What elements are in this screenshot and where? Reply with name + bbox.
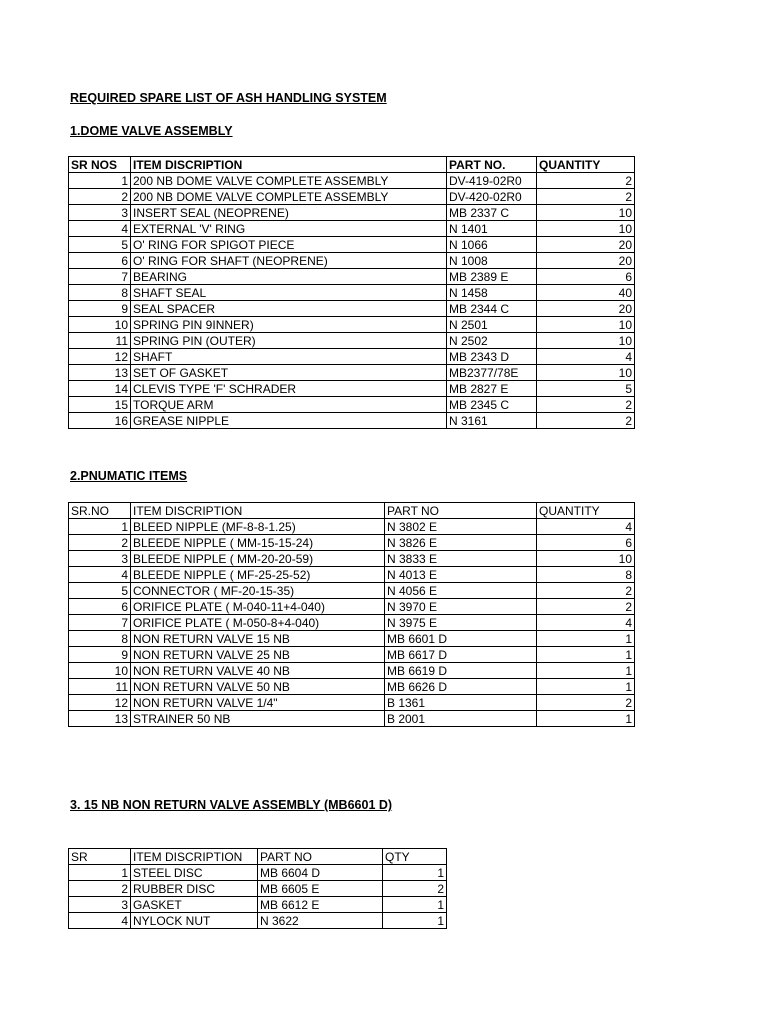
table-row: [69, 237, 635, 253]
part-no-cell: N 1066: [447, 237, 537, 253]
table-row: [69, 711, 635, 727]
sr-cell: 4: [69, 913, 131, 929]
column-header: PART NO: [258, 849, 383, 865]
sr-cell: 8: [69, 631, 131, 647]
quantity-cell: 1: [383, 913, 447, 929]
sr-cell: 3: [69, 551, 131, 567]
table-row: [69, 881, 447, 897]
column-header: QUANTITY: [537, 157, 635, 173]
item-description-cell: CLEVIS TYPE 'F' SCHRADER: [131, 381, 447, 397]
quantity-cell: 1: [537, 679, 635, 695]
item-description-cell: SHAFT: [131, 349, 447, 365]
section1-heading: 1.DOME VALVE ASSEMBLY: [70, 124, 233, 138]
column-header: SR: [69, 849, 131, 865]
quantity-cell: 2: [383, 881, 447, 897]
header-row: [69, 849, 447, 865]
quantity-cell: 2: [537, 173, 635, 189]
sr-cell: 12: [69, 349, 131, 365]
item-description-cell: SPRING PIN 9INNER): [131, 317, 447, 333]
part-no-cell: N 1008: [447, 253, 537, 269]
part-no-cell: N 3802 E: [385, 519, 537, 535]
quantity-cell: 4: [537, 519, 635, 535]
page-title: REQUIRED SPARE LIST OF ASH HANDLING SYSTEM: [70, 91, 387, 105]
item-description-cell: EXTERNAL 'V' RING: [131, 221, 447, 237]
quantity-cell: 2: [537, 583, 635, 599]
nrv-assembly-table: [68, 848, 447, 929]
part-no-cell: MB 2827 E: [447, 381, 537, 397]
sr-cell: 3: [69, 897, 131, 913]
table-row: [69, 663, 635, 679]
part-no-cell: MB 6612 E: [258, 897, 383, 913]
quantity-cell: 4: [537, 615, 635, 631]
table-row: [69, 679, 635, 695]
item-description-cell: SHAFT SEAL: [131, 285, 447, 301]
item-description-cell: STEEL DISC: [131, 865, 258, 881]
item-description-cell: STRAINER 50 NB: [131, 711, 385, 727]
item-description-cell: NON RETURN VALVE 25 NB: [131, 647, 385, 663]
quantity-cell: 10: [537, 205, 635, 221]
part-no-cell: DV-420-02R0: [447, 189, 537, 205]
table-row: [69, 615, 635, 631]
item-description-cell: BLEEDE NIPPLE ( MM-15-15-24): [131, 535, 385, 551]
quantity-cell: 1: [383, 897, 447, 913]
table-row: [69, 897, 447, 913]
dome-valve-table: [68, 156, 635, 429]
item-description-cell: NON RETURN VALVE 50 NB: [131, 679, 385, 695]
sr-cell: 11: [69, 333, 131, 349]
sr-cell: 5: [69, 237, 131, 253]
table-row: [69, 189, 635, 205]
item-description-cell: GREASE NIPPLE: [131, 413, 447, 429]
item-description-cell: TORQUE ARM: [131, 397, 447, 413]
table-row: [69, 567, 635, 583]
sr-cell: 1: [69, 519, 131, 535]
quantity-cell: 2: [537, 599, 635, 615]
quantity-cell: 20: [537, 301, 635, 317]
quantity-cell: 1: [383, 865, 447, 881]
header-row: [69, 157, 635, 173]
sr-cell: 3: [69, 205, 131, 221]
part-no-cell: B 1361: [385, 695, 537, 711]
sr-cell: 5: [69, 583, 131, 599]
part-no-cell: N 3833 E: [385, 551, 537, 567]
table-row: [69, 865, 447, 881]
part-no-cell: N 3826 E: [385, 535, 537, 551]
sr-cell: 4: [69, 221, 131, 237]
item-description-cell: ORIFICE PLATE ( M-050-8+4-040): [131, 615, 385, 631]
item-description-cell: O' RING FOR SHAFT (NEOPRENE): [131, 253, 447, 269]
item-description-cell: 200 NB DOME VALVE COMPLETE ASSEMBLY: [131, 189, 447, 205]
table-row: [69, 413, 635, 429]
sr-cell: 1: [69, 865, 131, 881]
table-row: [69, 381, 635, 397]
table-row: [69, 285, 635, 301]
quantity-cell: 1: [537, 631, 635, 647]
sr-cell: 8: [69, 285, 131, 301]
part-no-cell: MB2377/78E: [447, 365, 537, 381]
table-row: [69, 535, 635, 551]
quantity-cell: 1: [537, 663, 635, 679]
sr-cell: 6: [69, 253, 131, 269]
column-header: ITEM DISCRIPTION: [131, 157, 447, 173]
sr-cell: 4: [69, 567, 131, 583]
table-row: [69, 551, 635, 567]
quantity-cell: 2: [537, 397, 635, 413]
sr-cell: 9: [69, 301, 131, 317]
table-row: [69, 349, 635, 365]
sr-cell: 2: [69, 881, 131, 897]
table-row: [69, 647, 635, 663]
sr-cell: 7: [69, 615, 131, 631]
part-no-cell: N 1401: [447, 221, 537, 237]
table-row: [69, 365, 635, 381]
sr-cell: 9: [69, 647, 131, 663]
item-description-cell: NYLOCK NUT: [131, 913, 258, 929]
sr-cell: 7: [69, 269, 131, 285]
part-no-cell: N 4013 E: [385, 567, 537, 583]
sr-cell: 12: [69, 695, 131, 711]
sr-cell: 15: [69, 397, 131, 413]
sr-cell: 16: [69, 413, 131, 429]
part-no-cell: MB 6604 D: [258, 865, 383, 881]
sr-cell: 10: [69, 317, 131, 333]
quantity-cell: 1: [537, 711, 635, 727]
quantity-cell: 2: [537, 413, 635, 429]
item-description-cell: NON RETURN VALVE 40 NB: [131, 663, 385, 679]
item-description-cell: NON RETURN VALVE 1/4": [131, 695, 385, 711]
sr-cell: 10: [69, 663, 131, 679]
table-row: [69, 913, 447, 929]
part-no-cell: N 3970 E: [385, 599, 537, 615]
item-description-cell: SEAL SPACER: [131, 301, 447, 317]
part-no-cell: MB 6601 D: [385, 631, 537, 647]
part-no-cell: N 3975 E: [385, 615, 537, 631]
part-no-cell: DV-419-02R0: [447, 173, 537, 189]
sr-cell: 2: [69, 535, 131, 551]
column-header: SR.NO: [69, 503, 131, 519]
part-no-cell: MB 2389 E: [447, 269, 537, 285]
table-row: [69, 397, 635, 413]
quantity-cell: 10: [537, 365, 635, 381]
item-description-cell: NON RETURN VALVE 15 NB: [131, 631, 385, 647]
sr-cell: 13: [69, 365, 131, 381]
quantity-cell: 8: [537, 567, 635, 583]
sr-cell: 2: [69, 189, 131, 205]
quantity-cell: 20: [537, 237, 635, 253]
table-row: [69, 695, 635, 711]
table-row: [69, 317, 635, 333]
item-description-cell: SET OF GASKET: [131, 365, 447, 381]
sr-cell: 6: [69, 599, 131, 615]
part-no-cell: MB 2337 C: [447, 205, 537, 221]
table-row: [69, 173, 635, 189]
column-header: PART NO.: [447, 157, 537, 173]
item-description-cell: GASKET: [131, 897, 258, 913]
quantity-cell: 6: [537, 535, 635, 551]
column-header: ITEM DISCRIPTION: [131, 503, 385, 519]
item-description-cell: ORIFICE PLATE ( M-040-11+4-040): [131, 599, 385, 615]
quantity-cell: 2: [537, 695, 635, 711]
item-description-cell: BEARING: [131, 269, 447, 285]
part-no-cell: N 1458: [447, 285, 537, 301]
part-no-cell: N 2502: [447, 333, 537, 349]
part-no-cell: N 4056 E: [385, 583, 537, 599]
column-header: QUANTITY: [537, 503, 635, 519]
quantity-cell: 20: [537, 253, 635, 269]
quantity-cell: 5: [537, 381, 635, 397]
part-no-cell: N 2501: [447, 317, 537, 333]
quantity-cell: 1: [537, 647, 635, 663]
table-row: [69, 333, 635, 349]
quantity-cell: 10: [537, 551, 635, 567]
quantity-cell: 10: [537, 317, 635, 333]
sr-cell: 1: [69, 173, 131, 189]
column-header: PART NO: [385, 503, 537, 519]
quantity-cell: 40: [537, 285, 635, 301]
section2-heading: 2.PNUMATIC ITEMS: [70, 469, 188, 483]
part-no-cell: N 3161: [447, 413, 537, 429]
item-description-cell: 200 NB DOME VALVE COMPLETE ASSEMBLY: [131, 173, 447, 189]
item-description-cell: INSERT SEAL (NEOPRENE): [131, 205, 447, 221]
quantity-cell: 10: [537, 333, 635, 349]
table-row: [69, 205, 635, 221]
part-no-cell: MB 2343 D: [447, 349, 537, 365]
table-row: [69, 253, 635, 269]
item-description-cell: O' RING FOR SPIGOT PIECE: [131, 237, 447, 253]
column-header: ITEM DISCRIPTION: [131, 849, 258, 865]
part-no-cell: MB 6619 D: [385, 663, 537, 679]
column-header: SR NOS: [69, 157, 131, 173]
quantity-cell: 4: [537, 349, 635, 365]
item-description-cell: CONNECTOR ( MF-20-15-35): [131, 583, 385, 599]
part-no-cell: MB 2345 C: [447, 397, 537, 413]
part-no-cell: N 3622: [258, 913, 383, 929]
table-row: [69, 269, 635, 285]
column-header: QTY: [383, 849, 447, 865]
section3-heading: 3. 15 NB NON RETURN VALVE ASSEMBLY (MB6601 D): [70, 798, 393, 812]
table-row: [69, 519, 635, 535]
part-no-cell: MB 6617 D: [385, 647, 537, 663]
table-row: [69, 301, 635, 317]
item-description-cell: RUBBER DISC: [131, 881, 258, 897]
pneumatic-items-table: [68, 502, 635, 727]
table-row: [69, 599, 635, 615]
table-row: [69, 583, 635, 599]
item-description-cell: BLEEDE NIPPLE ( MF-25-25-52): [131, 567, 385, 583]
header-row: [69, 503, 635, 519]
item-description-cell: SPRING PIN (OUTER): [131, 333, 447, 349]
sr-cell: 11: [69, 679, 131, 695]
part-no-cell: B 2001: [385, 711, 537, 727]
table-row: [69, 221, 635, 237]
part-no-cell: MB 6626 D: [385, 679, 537, 695]
item-description-cell: BLEED NIPPLE (MF-8-8-1.25): [131, 519, 385, 535]
sr-cell: 14: [69, 381, 131, 397]
sr-cell: 13: [69, 711, 131, 727]
table-row: [69, 631, 635, 647]
quantity-cell: 6: [537, 269, 635, 285]
quantity-cell: 2: [537, 189, 635, 205]
quantity-cell: 10: [537, 221, 635, 237]
item-description-cell: BLEEDE NIPPLE ( MM-20-20-59): [131, 551, 385, 567]
part-no-cell: MB 2344 C: [447, 301, 537, 317]
part-no-cell: MB 6605 E: [258, 881, 383, 897]
